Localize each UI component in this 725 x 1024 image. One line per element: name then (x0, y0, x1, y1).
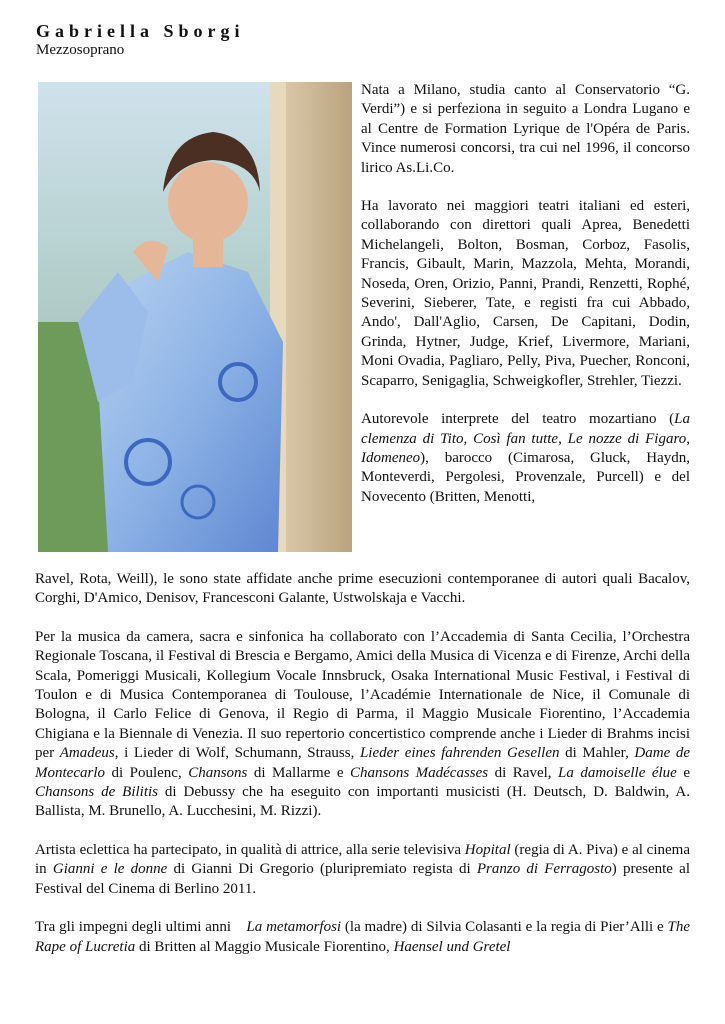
artist-name: Gabriella Sborgi (36, 21, 245, 41)
italic-title: Chansons de Bilitis (35, 784, 159, 801)
bio-paragraph-repertoire-continued: Ravel, Rota, Weill), le sono state affidate anche prime esecuzioni contemporanee di autori quali Bacalov, Corghi, D'Amico, Denisov, Francesconi Galante, Ustwolskaja e Vacchi. (35, 571, 690, 607)
italic-title: La damoiselle élue (558, 764, 677, 781)
text-span: ) presente al Festival del Cinema di Berlino 2011. (35, 861, 690, 897)
text-span: di Gianni Di Gregorio (pluripremiato regista di (167, 861, 477, 878)
italic-title: Haensel und Gretel (393, 938, 511, 955)
opera-titles: La clemenza di Tito, Così fan tutte, Le nozze di Figaro, Idomeneo (361, 411, 690, 466)
italic-title: La metamorfosi (246, 919, 342, 936)
italic-title: Dame de Montecarlo (35, 745, 691, 781)
italic-title: Amadeus, (59, 745, 119, 762)
bio-paragraph-repertoire (361, 410, 690, 507)
portrait-photo (38, 82, 352, 552)
text-span: di Mahler, (559, 745, 635, 762)
text-span: di Poulenc, (104, 764, 189, 781)
italic-title: Chansons (188, 764, 248, 781)
bio-paragraph-concerts (35, 628, 690, 822)
italic-title: Pranzo di Ferragosto (476, 861, 612, 878)
text-span: di Debussy che ha eseguito con importanti musicisti (H. Deutsch, D. Baldwin, A. Ballista, M. Brunello, A. Lucchesini, M. Rizzi). (35, 784, 690, 820)
bio-column (361, 81, 690, 507)
text-span: Per la musica da camera, sacra e sinfonica ha collaborato con l’Accademia di Santa Cecilia, l’Orchestra Regionale Toscana, il Festival di Brescia e Bergamo, Amici della Musica di Vicenza e di Firenze, Archi della Scala, Pomeriggi Musicali, Kollegium Vocale Innsbruck, Osaka International Music Festival, i Festival di Toulon e di Musica Contemporanea di Toulouse, l’Académie Internationale de Nice, il Comunale di Bologna, il Carlo Felice di Genova, il Regio di Parma, il Maggio Musicale Fiorentino, l’Accademia Chigiana e la Biennale di Venezia. Il suo repertorio concertistico comprende anche i Lieder di Brahms incisi per (35, 628, 690, 762)
text-span: e (676, 764, 690, 781)
bio-full-width (35, 570, 694, 976)
bio-paragraph-acting (35, 841, 690, 899)
text-span: di Britten al Maggio Musicale Fiorentino, (135, 938, 394, 955)
text-span: (la madre) di Silvia Colasanti e la regia di Pier’Alli e (341, 919, 668, 936)
text-span: di Ravel, (488, 764, 559, 781)
italic-title: The Rape of Lucretia (35, 919, 694, 955)
artist-role: Mezzosoprano (36, 42, 125, 58)
italic-title: Lieder eines fahrenden Gesellen (359, 745, 560, 762)
bio-paragraph-recent (35, 918, 694, 957)
text-span: Autorevole interprete del teatro mozartiano ( (361, 411, 675, 428)
italic-title: Gianni e le donne (52, 861, 168, 878)
text-span: Tra gli impegni degli ultimi anni (35, 919, 247, 936)
bio-paragraph-conductors: Ha lavorato nei maggiori teatri italiani ed esteri, collaborando con direttori quali Aprea, Benedetti Michelangeli, Bolton, Bosman, Corboz, Fasolis, Francis, Gibault, Marin, Mazzola, Mehta, Morandi, Noseda, Oren, Orizio, Panni, Prandi, Renzetti, Rophé, Severini, Sieberer, Tate, e registi fra cui Abbado, Ando', Dall'Aglio, Carsen, De Capitani, Dodin, Grinda, Hytner, Judge, Krief, Livermore, Mariani, Moni Ovadia, Pagliaro, Pelly, Piva, Puecher, Ronconi, Scaparro, Senigaglia, Schweigkofler, Strehler, Tiezzi. (361, 198, 690, 389)
text-span: (regia di A. Piva) e al cinema in (35, 841, 690, 878)
text-span: ), barocco (Cimarosa, Gluck, Haydn, Monteverdi, Pergolesi, Provenzale, Purcell) e del Novecento (Britten, Menotti, (361, 449, 690, 505)
bio-paragraph-birth: Nata a Milano, studia canto al Conservatorio “G. Verdi”) e si perfeziona in seguito a Londra Lugano e al Centre de Formation Lyrique de l'Opéra de Paris. Vince numerosi concorsi, tra cui nel 1996, il concorso lirico As.Li.Co. (361, 82, 690, 176)
text-span: Artista eclettica ha partecipato, in qualità di attrice, alla serie televisiva (35, 841, 465, 858)
italic-title: Chansons Madécasses (349, 764, 489, 781)
italic-title: Hopital (464, 841, 511, 858)
text-span: di Mallarme e (247, 764, 350, 781)
text-span: i Lieder di Wolf, Schumann, Strauss, (118, 745, 360, 762)
